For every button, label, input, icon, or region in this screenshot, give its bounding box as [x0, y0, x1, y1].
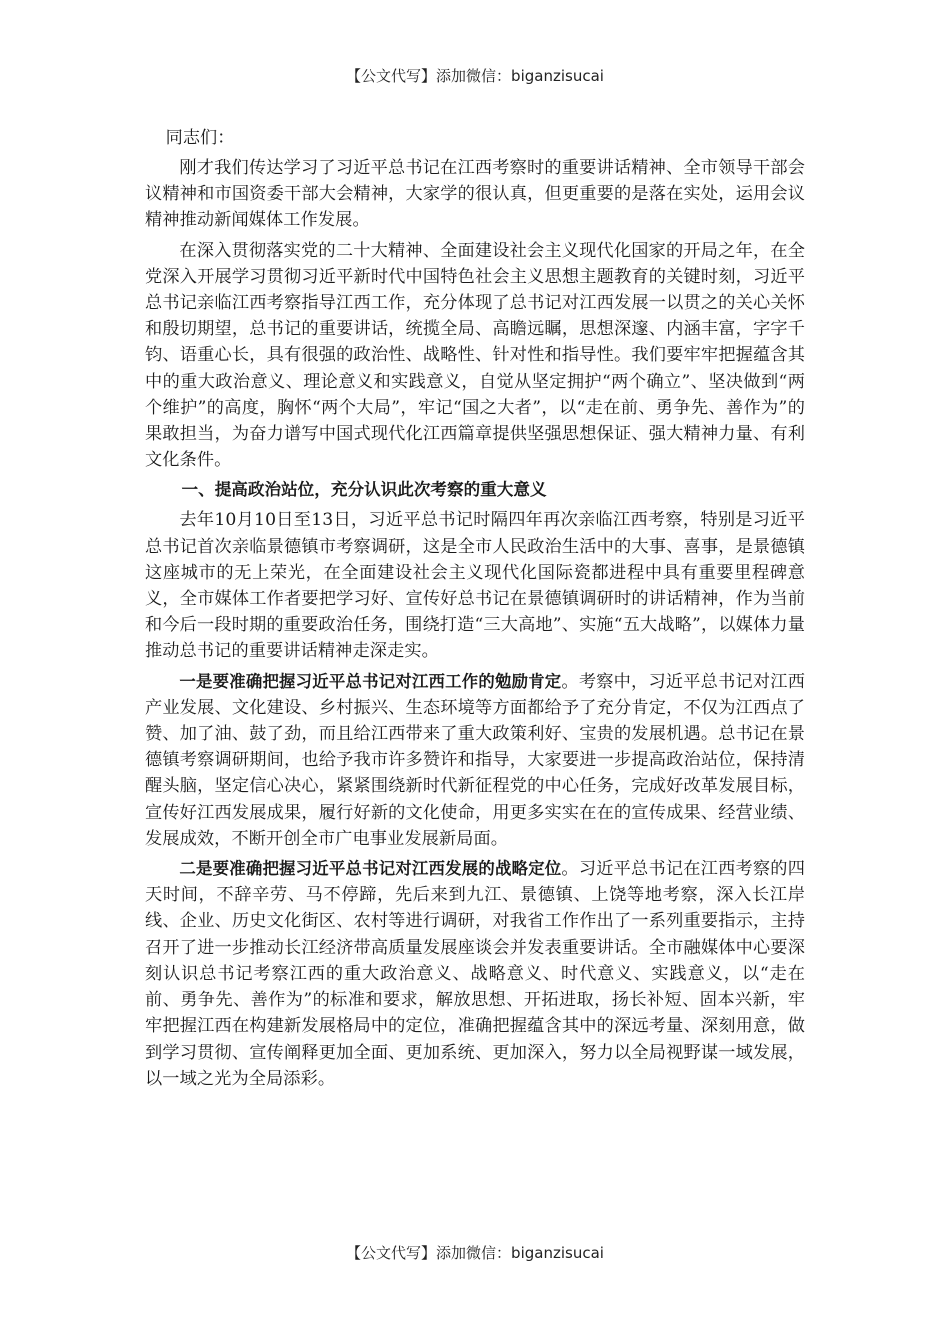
paragraph-2: 在深入贯彻落实党的二十大精神、全面建设社会主义现代化国家的开局之年，在全党深入开展学习贯彻习近平新时代中国特色社会主义思想主题教育的关键时刻，习近平总书记亲临江西考察指导江西工作，充分体现了总书记对江西发展一以贯之的关心关怀和殷切期望，总书记的重要讲话，统揽全局、高瞻远瞩，思想深邃、内涵丰富，字字千钧、语重心长，具有很强的政治性、战略性、针对性和指导性。我们要牢牢把握蕴含其中的重大政治意义、理论意义和实践意义，自觉从坚定拥护“两个确立”、坚决做到“两个维护”的高度，胸怀“两个大局”，牢记“国之大者”，以“走在前、勇争先、善作为”的果敢担当，为奋力谱写中国式现代化江西篇章提供坚强思想保证、强大精神力量、有利文化条件。 [145, 240, 805, 471]
paragraph-3: 去年10月10日至13日，习近平总书记时隔四年再次亲临江西考察，特别是习近平总书记首次亲临景德镇市考察调研，这是全市人民政治生活中的大事、喜事，是景德镇这座城市的无上荣光，在全面建设社会主义现代化国际瓷都进程中具有重要里程碑意义，全市媒体工作者要把学习好、宣传好总书记在景德镇调研时的讲话精神，作为当前和今后一段时期的重要政治任务，围绕打造“三大高地”、实施“五大战略”，以媒体力量推动总书记的重要讲话精神走深走实。 [145, 510, 805, 662]
paragraph-5-lead: 二是要准确把握习近平总书记对江西发展的战略定位 [179, 859, 562, 879]
paragraph-5 [145, 856, 805, 1092]
page-footer: 【公文代写】添加微信：biganzisucai [346, 1244, 604, 1262]
page-header: 【公文代写】添加微信：biganzisucai [346, 67, 604, 85]
section-heading-1: 一、提高政治站位，充分认识此次考察的重大意义 [181, 480, 547, 500]
salutation: 同志们： [165, 128, 235, 148]
paragraph-4-lead: 一是要准确把握习近平总书记对江西工作的勉励肯定 [179, 671, 562, 691]
document-body [145, 125, 805, 1096]
paragraph-1: 刚才我们传达学习了习近平总书记在江西考察时的重要讲话精神、全市领导干部会议精神和市国资委干部大会精神，大家学的很认真，但更重要的是落在实处，运用会议精神推动新闻媒体工作发展。 [145, 158, 805, 231]
paragraph-4 [145, 669, 805, 852]
paragraph-4-text: 。考察中，习近平总书记对江西产业发展、文化建设、乡村振兴、生态环境等方面都给予了充分肯定，不仅为江西点了赞、加了油、鼓了劲，而且给江西带来了重大政策利好、宝贵的发展机遇。总书记在景德镇考察调研期间，也给予我市许多赞许和指导，大家要进一步提高政治站位，保持清醒头脑，坚定信心决心，紧紧围绕新时代新征程党的中心任务，完成好改革发展目标，宣传好江西发展成果，履行好新的文化使命，用更多实实在在的宣传成果、经营业绩、发展成效，不断开创全市广电事业发展新局面。 [145, 671, 805, 849]
paragraph-5-text: 。习近平总书记在江西考察的四天时间，不辞辛劳、马不停蹄，先后来到九江、景德镇、上饶等地考察，深入长江岸线、企业、历史文化街区、农村等进行调研，对我省工作作出了一系列重要指示，主持召开了进一步推动长江经济带高质量发展座谈会并发表重要讲话。全市融媒体中心要深刻认识总书记考察江西的重大政治意义、战略意义、时代意义、实践意义，以“走在前、勇争先、善作为”的标准和要求，解放思想、开拓进取，扬长补短、固本兴新，牢牢把握江西在构建新发展格局中的定位，准确把握蕴含其中的深远考量、深刻用意，做到学习贯彻、宣传阐释更加全面、更加系统、更加深入，努力以全局视野谋一域发展，以一域之光为全局添彩。 [145, 859, 805, 1089]
